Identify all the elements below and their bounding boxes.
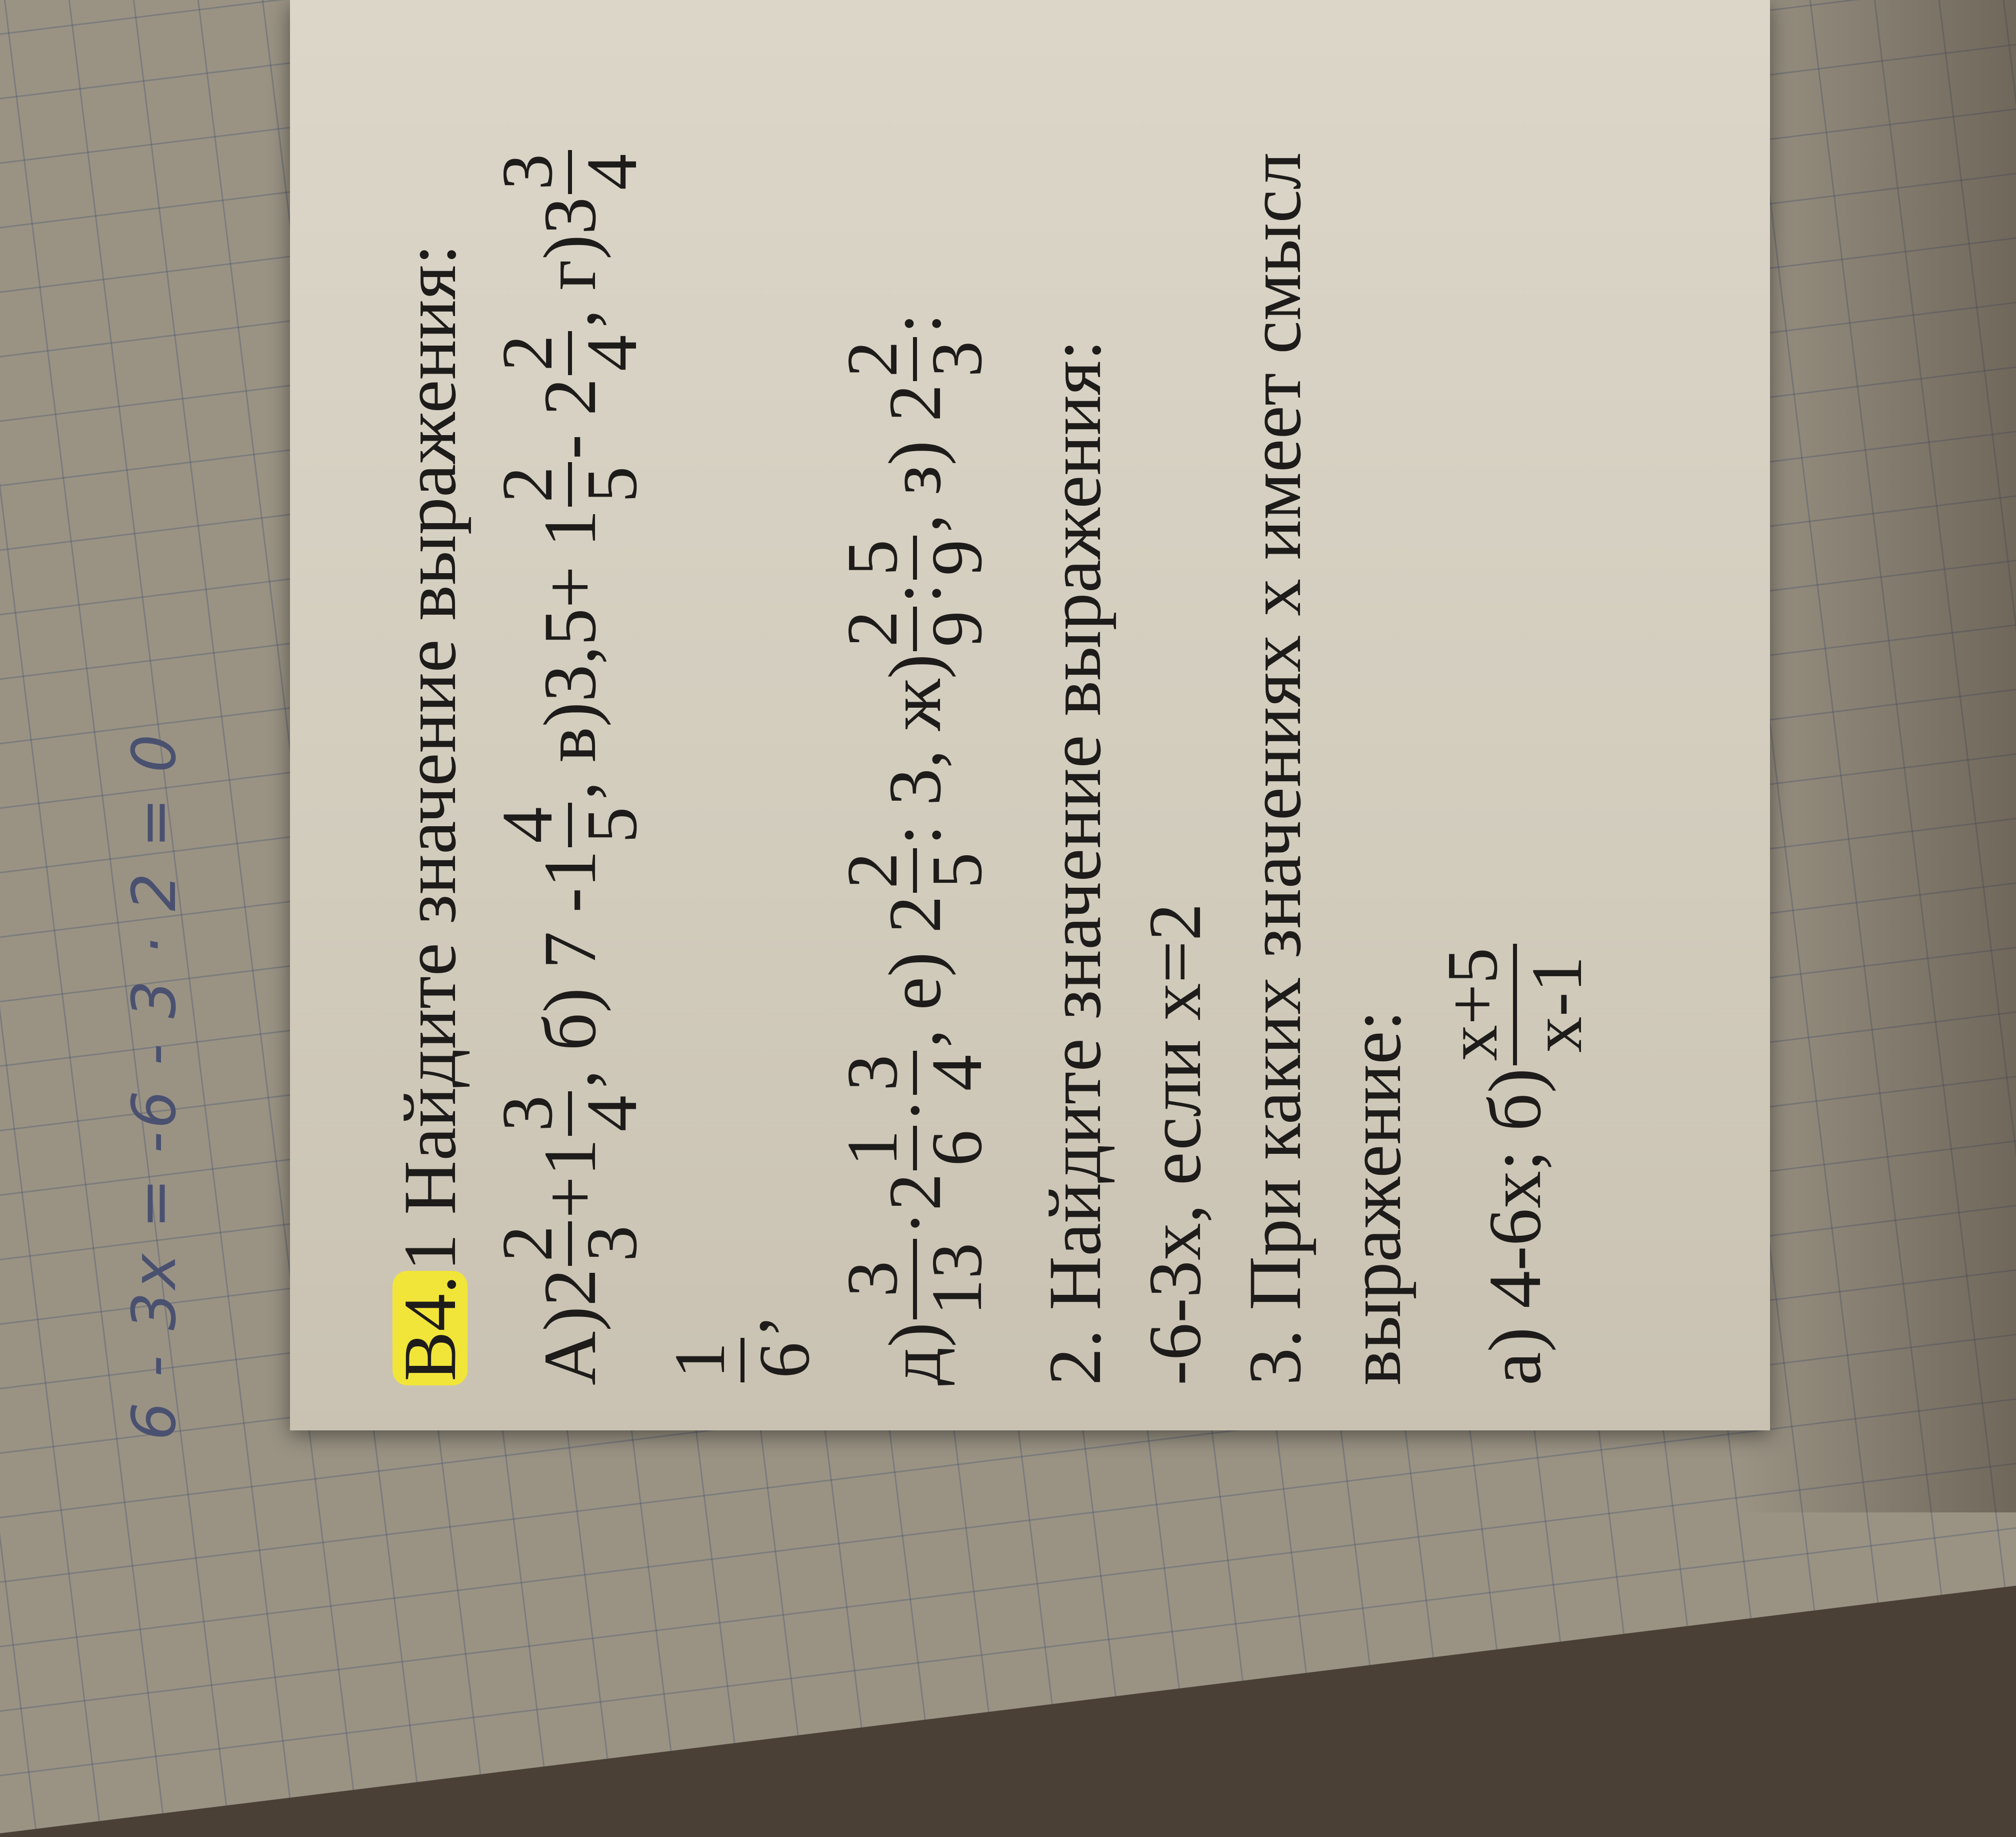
numerator: 3 <box>832 1054 912 1091</box>
denominator: 9 <box>917 539 997 576</box>
numerator: 2 <box>488 1225 568 1262</box>
expression-row-1 <box>480 0 660 1385</box>
denominator: х-1 <box>1517 956 1597 1053</box>
task-3-label: а) 4-6х; б) <box>1474 1068 1556 1385</box>
numerator: 2 <box>488 466 568 503</box>
operator: +1 <box>528 1138 612 1219</box>
label-a: А) <box>528 1306 612 1385</box>
numerator: 1 <box>832 1130 912 1166</box>
fraction <box>488 1091 652 1136</box>
label-z: , з) 2 <box>874 384 956 533</box>
task-2-expression: -6-3х, если х=2 <box>1134 903 1216 1385</box>
numerator: 3 <box>488 1095 568 1132</box>
task-3-title: 3. При каких значениях х имеет смысл <box>1234 152 1316 1385</box>
label-zh: : 3, ж) <box>874 654 956 846</box>
fraction <box>488 331 652 376</box>
fraction-bar <box>913 1051 917 1095</box>
fraction <box>488 463 652 507</box>
task-3-row <box>1425 0 1605 1385</box>
shadow-overlay <box>1736 0 2016 1512</box>
handwritten-note: 6 - 3x = -6 - 3 · 2 = 0 <box>120 731 190 1440</box>
fraction <box>832 1126 997 1170</box>
worksheet-content <box>290 0 1770 1430</box>
task-3-continuation: выражение: <box>1334 1010 1416 1385</box>
fraction <box>832 607 997 651</box>
fraction <box>832 848 997 893</box>
numerator: 2 <box>488 335 568 372</box>
fraction <box>1432 944 1597 1065</box>
fraction <box>488 1221 652 1266</box>
denominator: 6 <box>917 1130 997 1166</box>
fraction-bar <box>568 463 572 507</box>
denominator: 4 <box>572 335 652 372</box>
numerator: 3 <box>488 154 568 191</box>
denominator: 6 <box>744 1342 824 1378</box>
operator: : <box>874 583 956 604</box>
fraction <box>660 1338 824 1383</box>
expression-row-3 <box>825 0 1005 1385</box>
label-v: , в)3,5+ 1 <box>528 510 612 800</box>
denominator: 4 <box>572 1095 652 1132</box>
operator: · <box>874 1098 956 1123</box>
fraction-bar <box>568 1221 572 1266</box>
denominator: 5 <box>572 807 652 843</box>
fraction <box>488 803 652 847</box>
fraction-bar <box>913 536 917 580</box>
task-heading <box>380 0 480 1385</box>
label-g: , г)3 <box>528 197 612 328</box>
fraction-bar <box>913 607 917 651</box>
fraction-bar <box>568 803 572 847</box>
denominator: 13 <box>917 1242 997 1315</box>
fraction <box>832 337 997 382</box>
fraction-bar <box>568 331 572 376</box>
label-d: д) <box>874 1322 956 1385</box>
whole-part: 2 <box>528 1268 612 1306</box>
fraction-bar <box>1513 944 1517 1065</box>
fraction <box>832 536 997 580</box>
fraction <box>832 1239 997 1319</box>
fraction <box>488 150 652 195</box>
worksheet-paper <box>290 0 1770 1430</box>
numerator: 3 <box>832 1260 912 1297</box>
numerator: 2 <box>832 341 912 378</box>
fraction-bar <box>913 848 917 893</box>
numerator: х+5 <box>1432 947 1512 1061</box>
numerator: 2 <box>832 611 912 647</box>
denominator: 5 <box>917 852 997 889</box>
operator: ·2 <box>874 1173 956 1236</box>
task-number-highlight: В4. <box>392 1271 468 1385</box>
fraction-bar <box>913 337 917 382</box>
fraction <box>832 1051 997 1095</box>
fraction-bar <box>568 1091 572 1136</box>
expression-row-2 <box>660 0 825 1385</box>
numerator: 1 <box>660 1342 740 1378</box>
operator: : <box>874 313 956 334</box>
denominator: 3 <box>572 1225 652 1262</box>
denominator: 9 <box>917 611 997 647</box>
denominator: 5 <box>572 466 652 503</box>
numerator: 4 <box>488 807 568 843</box>
operator: - 2 <box>528 378 612 460</box>
denominator: 4 <box>572 154 652 191</box>
denominator: 4 <box>917 1054 997 1091</box>
separator: , <box>701 1316 784 1335</box>
denominator: 3 <box>917 341 997 378</box>
fraction-bar <box>740 1338 744 1383</box>
label-b: , б) 7 -1 <box>528 850 612 1089</box>
fraction-bar <box>568 150 572 195</box>
fraction-bar <box>913 1126 917 1170</box>
task-2-title: 2. Найдите значение выражения: <box>1034 340 1116 1385</box>
numerator: 2 <box>832 852 912 889</box>
numerator: 5 <box>832 539 912 576</box>
task-heading-text: 1 Найдите значение выражения: <box>388 244 472 1271</box>
fraction-bar <box>913 1239 917 1319</box>
label-e: , е) 2 <box>874 895 956 1048</box>
